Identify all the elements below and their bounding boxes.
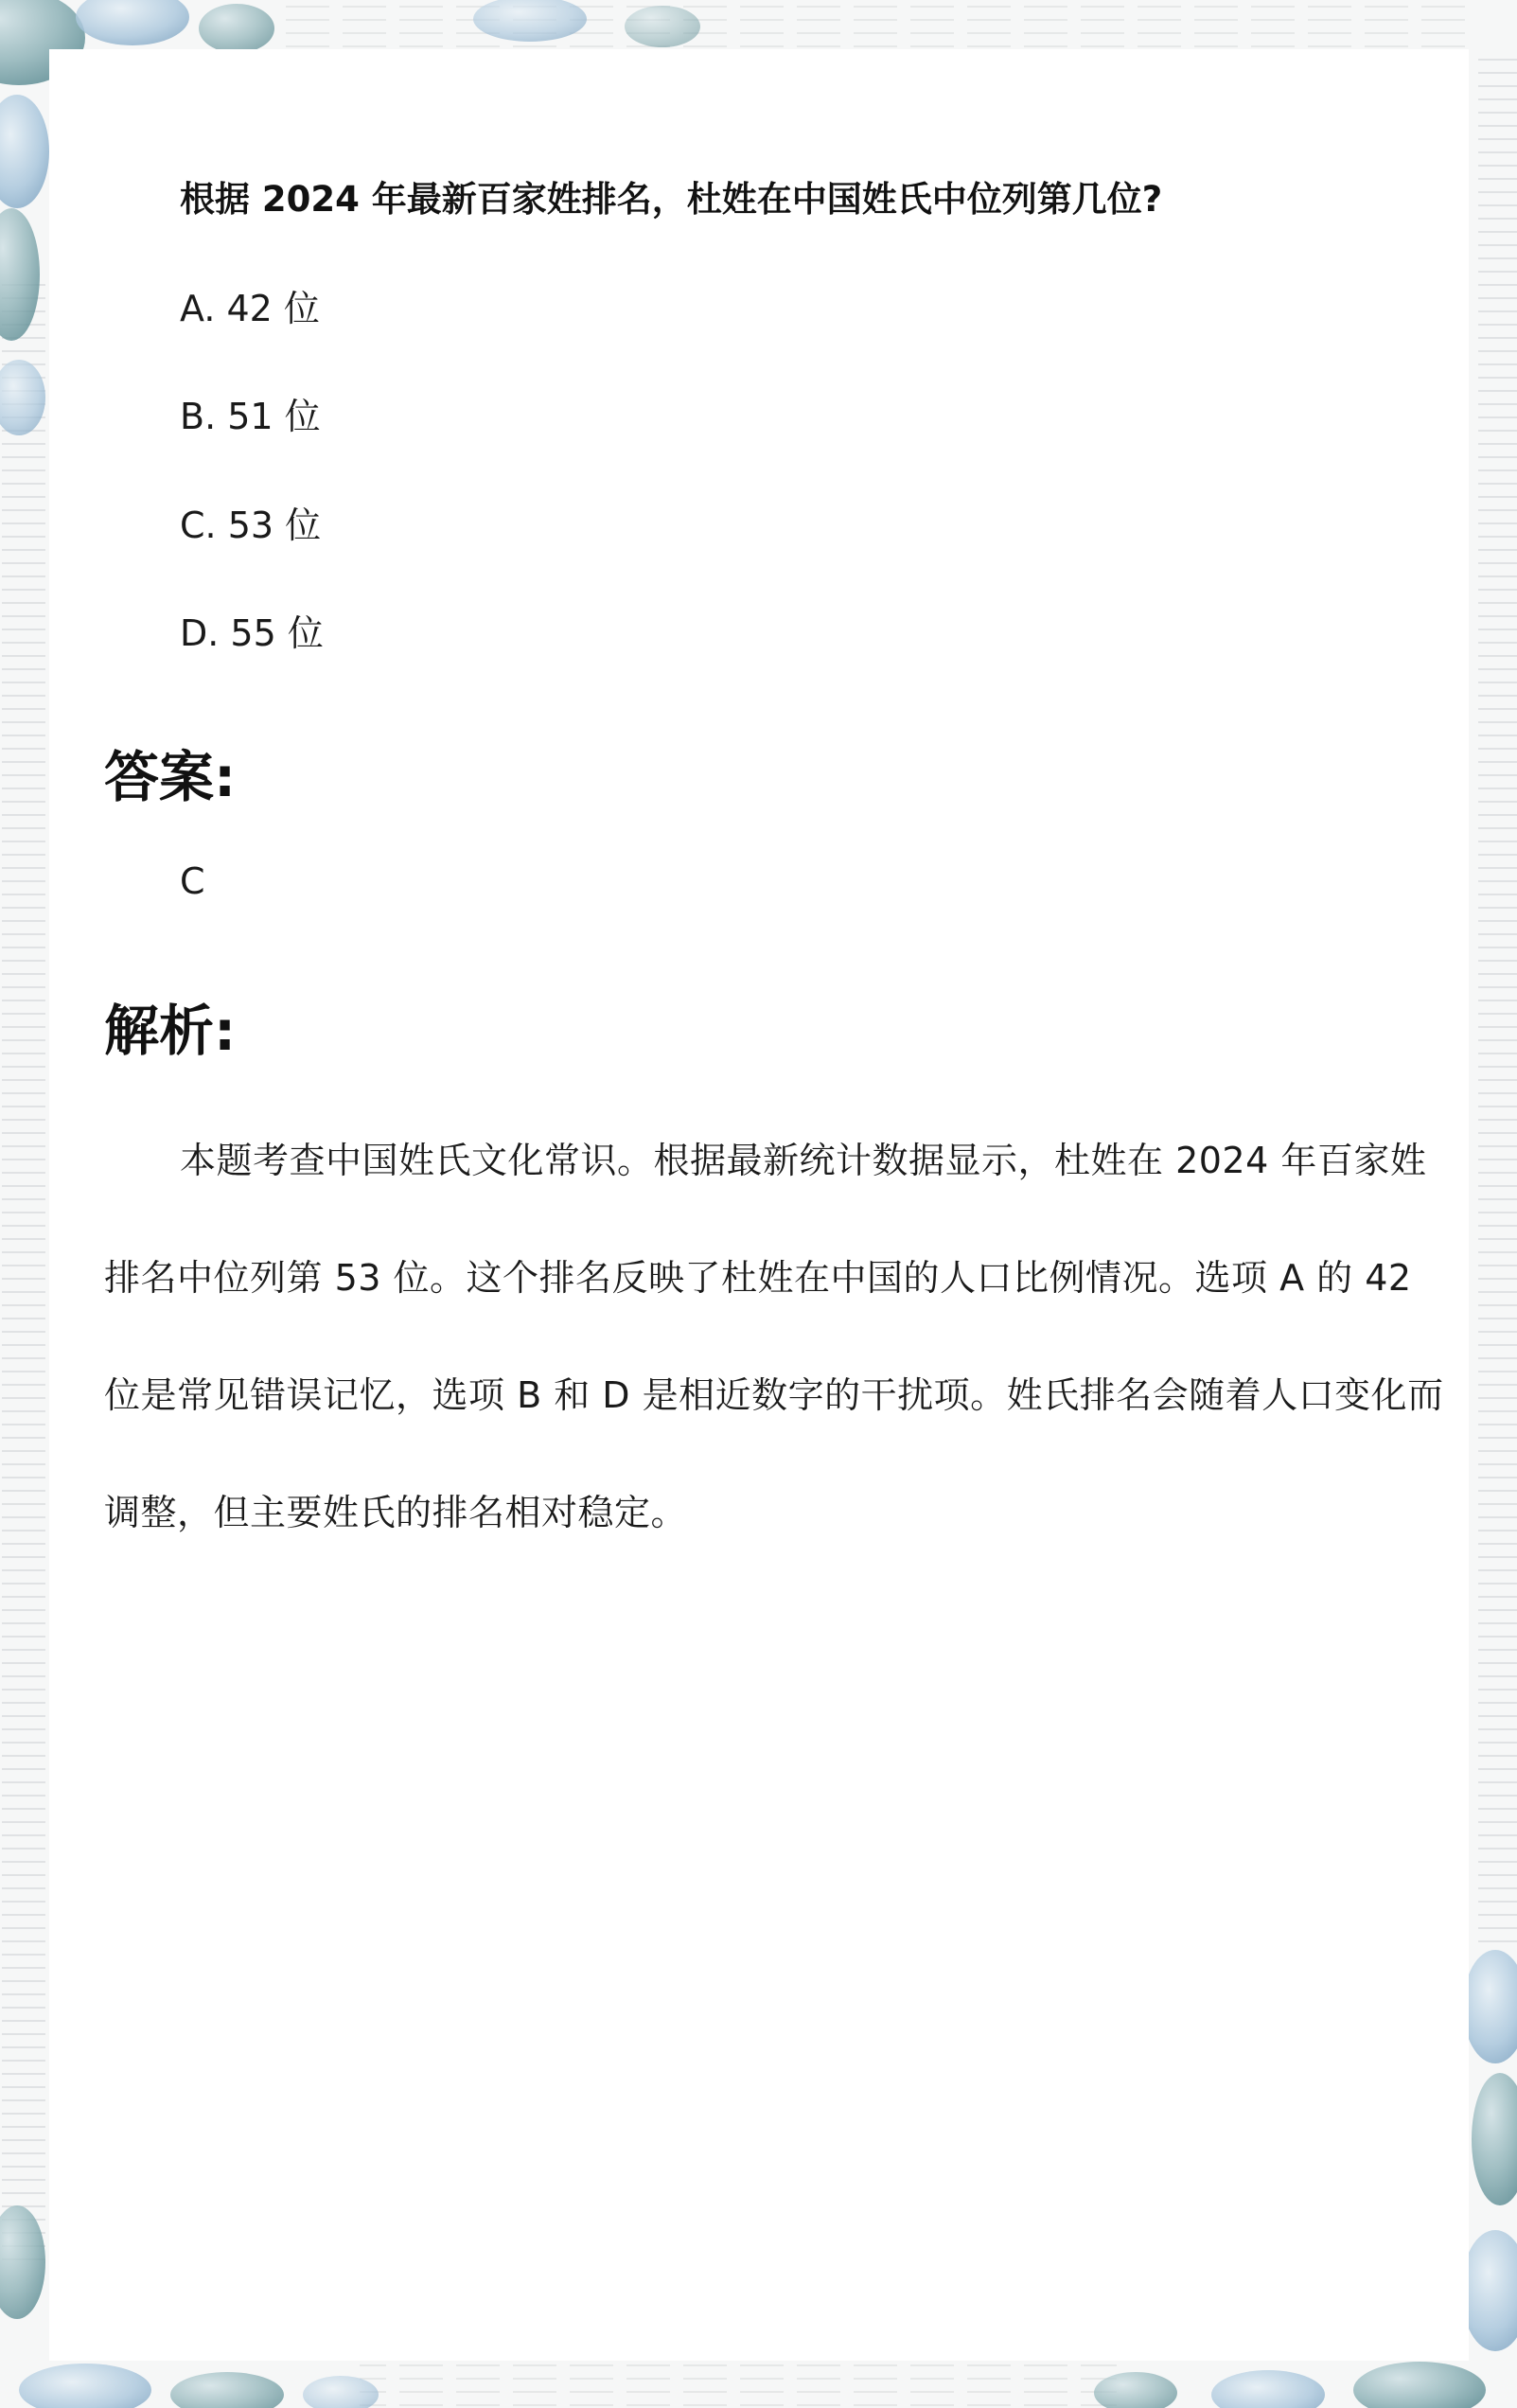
option-d: D. 55 位 [180, 612, 324, 654]
analysis-heading: 解析: [104, 999, 237, 1063]
question-card [49, 49, 1469, 2361]
analysis-text: 本题考查中国姓氏文化常识。根据最新统计数据显示，杜姓在 2024 年百家姓排名中位列第 53 位。这个排名反映了杜姓在中国的人口比例情况。选项 A 的 42 位是常见错误记忆，选项 B 和 D 是相近数字的干扰项。姓氏排名会随着人口变化而调整，但主要姓氏的排名相对稳定。 [104, 1140, 1444, 1533]
option-a: A. 42 位 [180, 288, 320, 329]
answer-heading: 答案: [104, 745, 237, 809]
question-text: 根据 2024 年最新百家姓排名，杜姓在中国姓氏中位列第几位? [180, 179, 1163, 220]
option-b: B. 51 位 [180, 396, 321, 437]
answer-value: C [180, 860, 205, 902]
option-c: C. 53 位 [180, 505, 322, 546]
